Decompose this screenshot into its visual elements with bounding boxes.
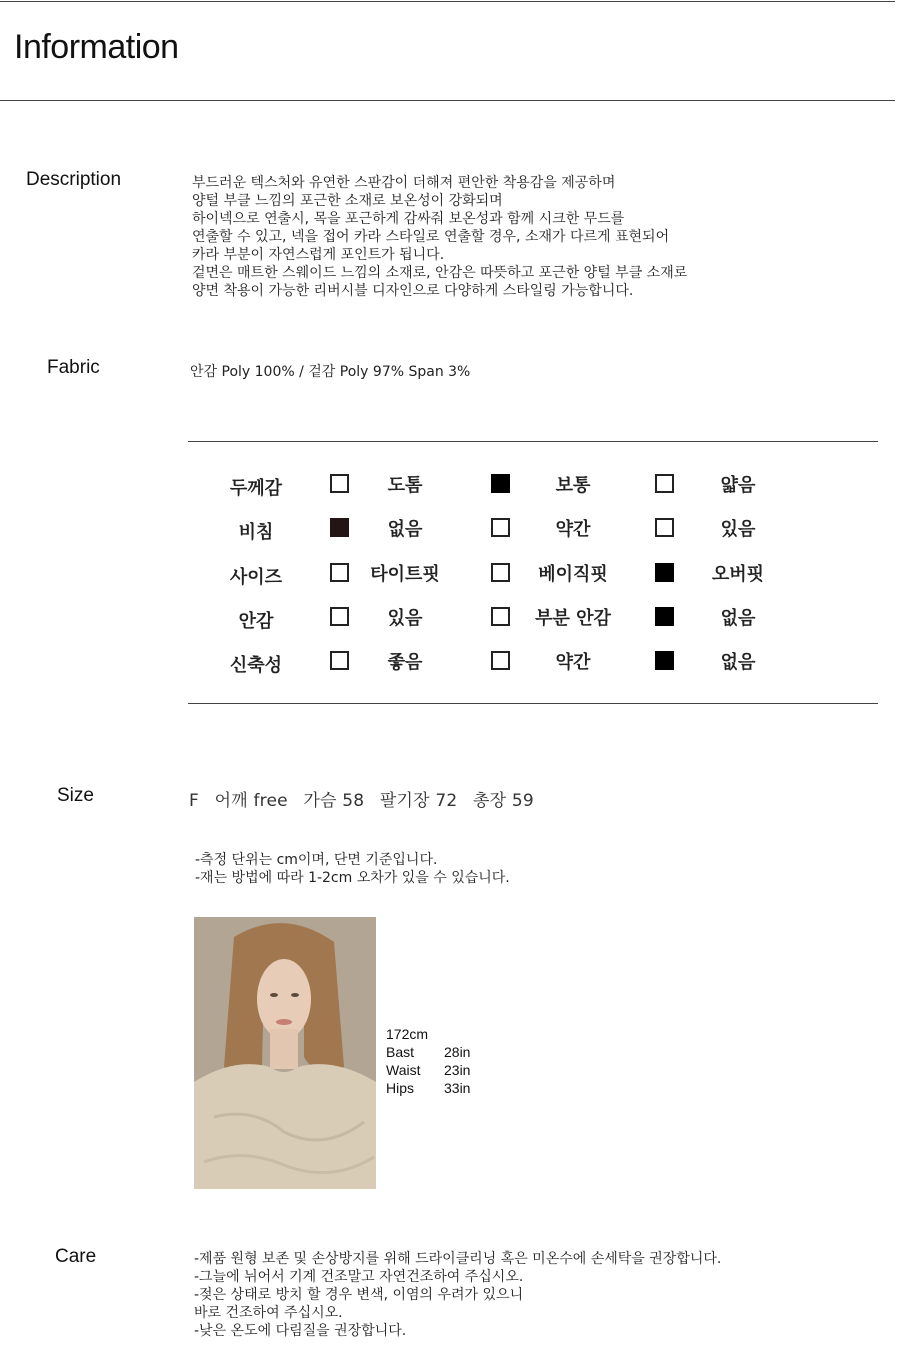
measure-value: 33in (444, 1080, 471, 1096)
care-text (194, 1250, 721, 1340)
option-label: 베이직핏 (538, 564, 608, 585)
care-label: Care (55, 1246, 97, 1267)
option-checkbox (491, 474, 510, 493)
measure-row (386, 1079, 470, 1097)
option-checkbox (491, 563, 510, 582)
description-line: 부드러운 텍스처와 유연한 스판감이 더해져 편안한 착용감을 제공하며 (192, 175, 616, 191)
care-line: -제품 원형 보존 및 손상방지를 위해 드라이클리닝 혹은 미온수에 손세탁을 권장합니다. (194, 1251, 722, 1267)
measure-value: 28in (444, 1044, 471, 1060)
size-item: 총장 59 (473, 791, 534, 811)
grid-top-rule (188, 441, 878, 442)
care-line: 바로 건조하여 주십시오. (194, 1305, 343, 1321)
option-label: 없음 (720, 652, 756, 673)
description-line: 카라 부분이 자연스럽게 포인트가 됩니다. (192, 247, 445, 263)
fabric-text: 안감 Poly 100% / 겉감 Poly 97% Span 3% (190, 364, 471, 380)
size-note: -측정 단위는 cm이며, 단면 기준입니다. (195, 852, 438, 868)
option-checkbox (491, 518, 510, 537)
model-measurements (386, 1025, 470, 1097)
measure-row (386, 1061, 470, 1079)
option-label: 얇음 (720, 475, 756, 496)
size-notes (195, 851, 510, 887)
option-label: 없음 (720, 608, 756, 629)
description-line: 양털 부클 느낌의 포근한 소재로 보온성이 강화되며 (192, 193, 503, 209)
model-height: 172cm (386, 1026, 429, 1042)
option-label: 약간 (555, 519, 591, 540)
size-item: F (189, 791, 199, 811)
attribute-name: 비침 (238, 522, 274, 543)
header-rule (0, 100, 895, 101)
option-label: 도톰 (387, 475, 423, 496)
model-photo (194, 917, 376, 1189)
description-text (192, 174, 687, 300)
option-checkbox (491, 651, 510, 670)
option-checkbox (655, 474, 674, 493)
care-line: -그늘에 뉘어서 기계 건조말고 자연건조하여 주십시오. (194, 1269, 524, 1285)
option-checkbox (655, 518, 674, 537)
option-label: 타이트핏 (370, 564, 440, 585)
description-line: 양면 착용이 가능한 리버시블 디자인으로 다양하게 스타일링 가능합니다. (192, 283, 634, 299)
size-label: Size (57, 785, 94, 806)
measure-key: Hips (386, 1080, 415, 1096)
option-label: 약간 (555, 652, 591, 673)
care-line: -낮은 온도에 다림질을 권장합니다. (194, 1323, 407, 1339)
option-label: 부분 안감 (535, 608, 611, 629)
description-line: 겉면은 매트한 스웨이드 느낌의 소재로, 안감은 따뜻하고 포근한 양털 부클 소재로 (192, 265, 688, 281)
option-label: 오버핏 (711, 564, 765, 585)
size-note: -재는 방법에 따라 1-2cm 오차가 있을 수 있습니다. (195, 870, 510, 886)
size-item: 어깨 free (214, 791, 288, 811)
measure-key: Waist (386, 1062, 421, 1078)
attribute-name: 안감 (238, 611, 274, 632)
grid-bottom-rule (188, 703, 878, 704)
care-line: -젖은 상태로 방치 할 경우 변색, 이염의 우려가 있으니 (194, 1287, 524, 1303)
description-line: 연출할 수 있고, 넥을 접어 카라 스타일로 연출할 경우, 소재가 다르게 표현되어 (192, 229, 670, 245)
page-title: Information (14, 28, 179, 66)
description-line: 하이넥으로 연출시, 목을 포근하게 감싸줘 보온성과 함께 시크한 무드를 (192, 211, 625, 227)
option-checkbox (655, 651, 674, 670)
size-item: 가슴 58 (303, 791, 365, 811)
attribute-name: 두께감 (229, 478, 283, 499)
size-item: 팔기장 72 (379, 791, 458, 811)
top-rule (0, 1, 895, 2)
measure-value: 23in (444, 1062, 471, 1078)
attribute-name: 신축성 (229, 655, 283, 676)
fabric-label: Fabric (47, 357, 100, 378)
option-checkbox (655, 607, 674, 626)
size-spec-line (189, 786, 544, 811)
option-label: 있음 (387, 608, 423, 629)
attribute-name: 사이즈 (229, 567, 283, 588)
option-label: 좋음 (387, 652, 423, 673)
measure-key: Bast (386, 1044, 415, 1060)
option-checkbox (491, 607, 510, 626)
option-label: 없음 (387, 519, 423, 540)
measure-row (386, 1043, 470, 1061)
description-label: Description (26, 169, 122, 190)
option-label: 있음 (720, 519, 756, 540)
option-label: 보통 (555, 475, 591, 496)
option-checkbox (655, 563, 674, 582)
